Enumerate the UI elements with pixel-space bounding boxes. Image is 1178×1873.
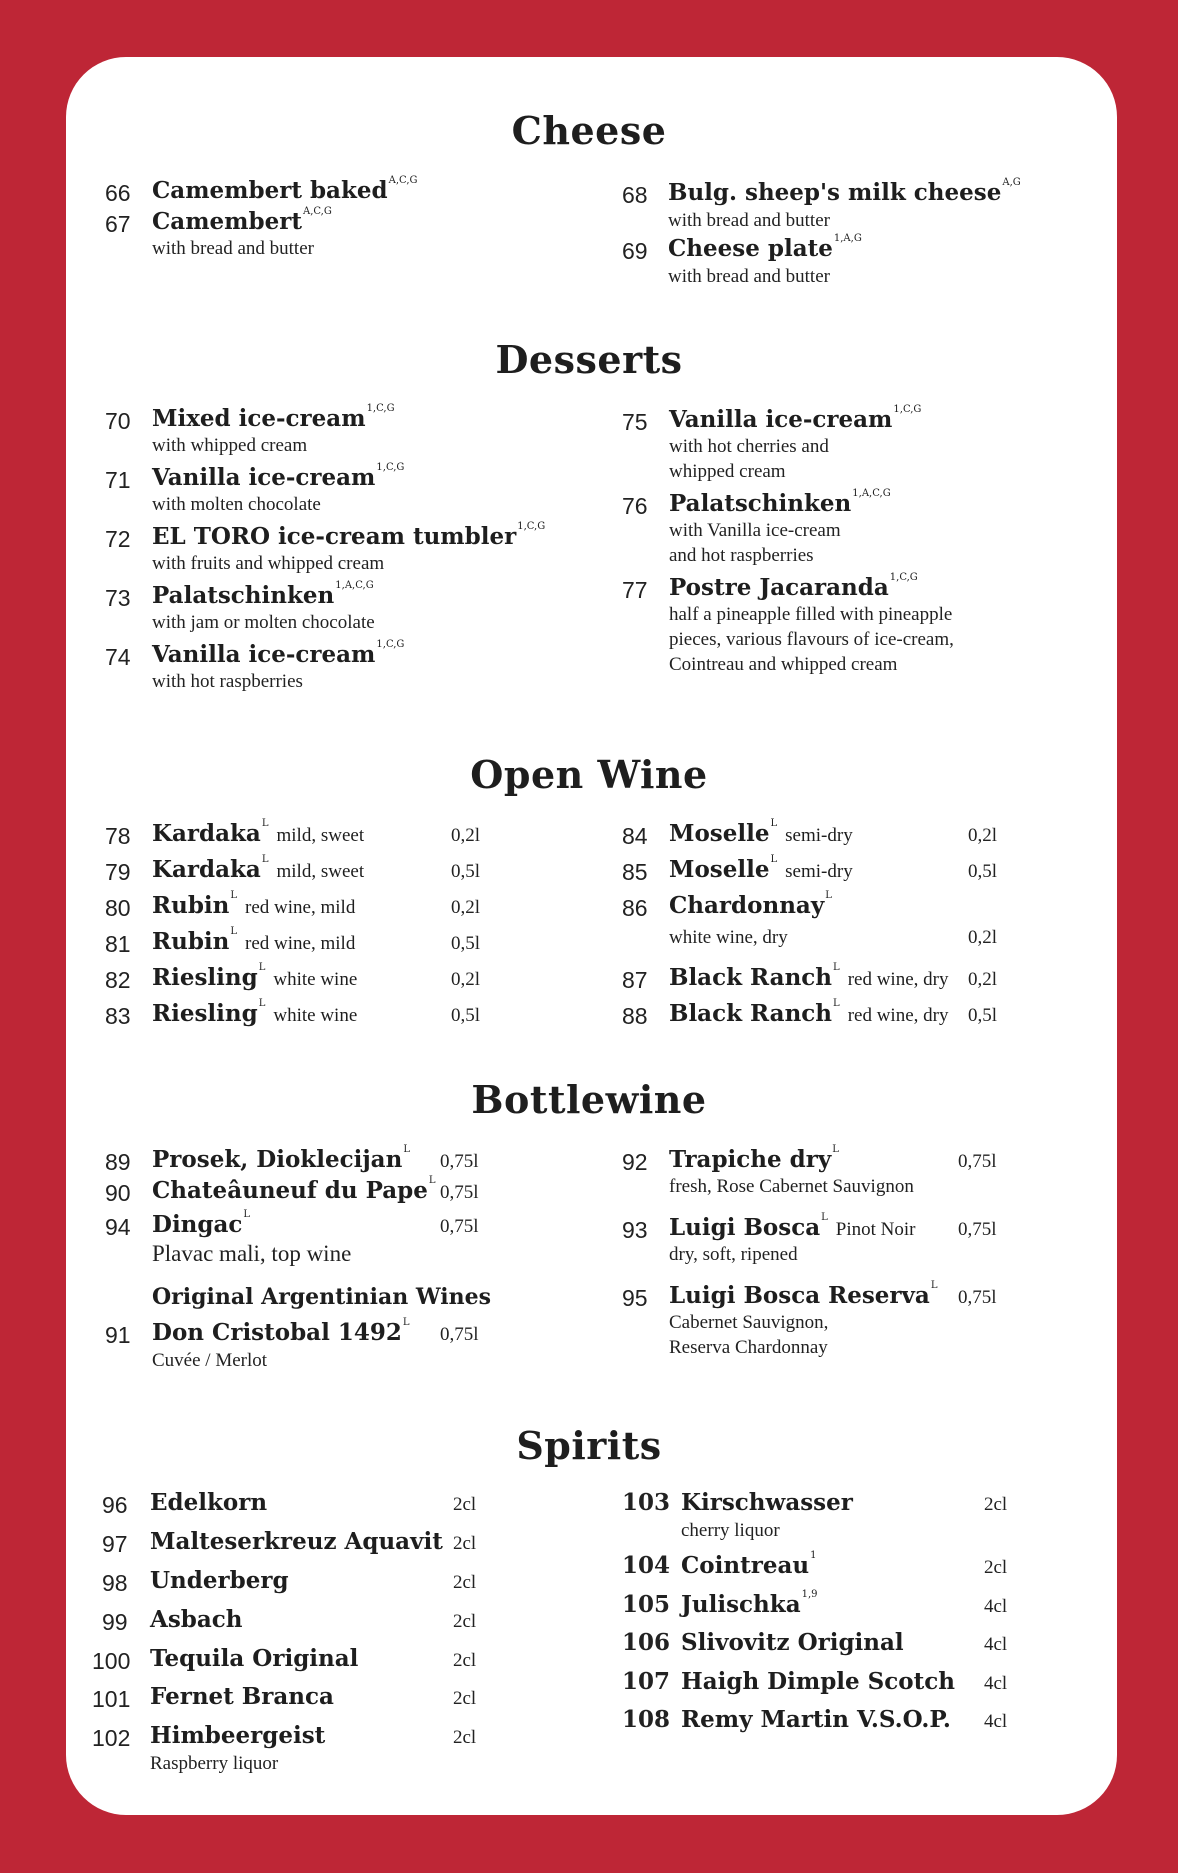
item-name: Chardonnay$^L$ bbox=[669, 890, 832, 919]
item-name: Palatschinken$^{1,A,C,G}$ bbox=[669, 488, 891, 517]
item-name: Black Ranch$^L$ red wine, dry bbox=[669, 998, 949, 1027]
item-number: 89 bbox=[105, 1149, 131, 1175]
item-name: Kardaka$^L$ mild, sweet bbox=[152, 818, 365, 847]
section-title-bottlewine: Bottlewine bbox=[471, 1077, 707, 1122]
item-number: 90 bbox=[105, 1180, 131, 1206]
item-name: Luigi Bosca Reserva$^L$ bbox=[669, 1280, 938, 1309]
item-volume: 4cl bbox=[984, 1634, 1008, 1655]
item-name: Malteserkreuz Aquavit bbox=[150, 1528, 443, 1555]
item-name: Prosek, Dioklecijan$^L$ bbox=[152, 1144, 410, 1173]
item-name: Trapiche dry$^L$ bbox=[669, 1144, 839, 1173]
item-name: Vanilla ice-cream$^{1,C,G}$ bbox=[152, 462, 405, 491]
item-volume: 4cl bbox=[984, 1673, 1008, 1694]
item-description: and hot raspberries bbox=[669, 545, 814, 566]
item-volume: 2cl bbox=[453, 1533, 477, 1554]
item-number: 86 bbox=[622, 895, 648, 921]
item-name: Edelkorn bbox=[150, 1489, 268, 1516]
item-volume: 2cl bbox=[453, 1611, 477, 1632]
item-description: Cuvée / Merlot bbox=[152, 1350, 268, 1371]
item-volume: 0,2l bbox=[451, 969, 481, 990]
item-volume: 0,2l bbox=[968, 927, 998, 948]
item-volume: 0,2l bbox=[968, 825, 998, 846]
item-number: 88 bbox=[622, 1003, 648, 1029]
item-volume: 0,5l bbox=[451, 933, 481, 954]
item-number: 91 bbox=[105, 1322, 131, 1348]
item-name: Haigh Dimple Scotch bbox=[681, 1668, 955, 1695]
item-description: cherry liquor bbox=[681, 1520, 780, 1541]
item-number: 104 bbox=[622, 1552, 671, 1579]
item-number: 75 bbox=[622, 409, 648, 435]
item-volume: 0,75l bbox=[440, 1182, 479, 1203]
item-name: Moselle$^L$ semi-dry bbox=[669, 854, 853, 883]
item-description: with fruits and whipped cream bbox=[152, 553, 385, 574]
item-number: 103 bbox=[622, 1489, 671, 1516]
item-volume: 2cl bbox=[453, 1650, 477, 1671]
item-number: 94 bbox=[105, 1214, 131, 1240]
item-description: Cointreau and whipped cream bbox=[669, 654, 898, 675]
item-volume: 0,75l bbox=[958, 1287, 997, 1308]
item-name: Cointreau$^1$ bbox=[681, 1550, 817, 1579]
item-volume: 0,5l bbox=[451, 1005, 481, 1026]
item-volume: 0,75l bbox=[958, 1219, 997, 1240]
item-volume: 0,75l bbox=[958, 1151, 997, 1172]
item-description: with hot cherries and bbox=[669, 436, 829, 457]
item-description: with bread and butter bbox=[668, 266, 830, 287]
item-number: 95 bbox=[622, 1285, 648, 1311]
item-volume: 0,2l bbox=[451, 825, 481, 846]
item-number: 78 bbox=[105, 823, 131, 849]
item-number: 82 bbox=[105, 967, 131, 993]
item-name: Remy Martin V.S.O.P. bbox=[681, 1706, 951, 1733]
item-volume: 0,75l bbox=[440, 1216, 479, 1237]
item-number: 99 bbox=[102, 1609, 128, 1635]
section-title-open-wine: Open Wine bbox=[470, 752, 708, 797]
item-volume: 2cl bbox=[453, 1494, 477, 1515]
item-volume: 2cl bbox=[984, 1557, 1008, 1578]
item-name: Vanilla ice-cream$^{1,C,G}$ bbox=[669, 404, 922, 433]
item-name: Dingac$^L$ bbox=[152, 1209, 251, 1238]
item-number: 98 bbox=[102, 1570, 128, 1596]
item-description: Cabernet Sauvignon, bbox=[669, 1312, 829, 1333]
item-number: 101 bbox=[92, 1686, 131, 1712]
item-name: Don Cristobal $1492^L$ bbox=[152, 1317, 410, 1346]
item-name: Slivovitz Original bbox=[681, 1629, 904, 1656]
item-name: Tequila Original bbox=[150, 1645, 359, 1672]
item-name: Mixed ice-cream$^{1,C,G}$ bbox=[152, 403, 395, 432]
item-description: with whipped cream bbox=[152, 435, 308, 456]
item-number: 73 bbox=[105, 585, 131, 611]
item-number: 74 bbox=[105, 644, 131, 670]
item-number: 80 bbox=[105, 895, 131, 921]
item-name: Riesling$^L$ white wine bbox=[152, 998, 358, 1027]
section-title-spirits: Spirits bbox=[516, 1423, 662, 1468]
item-name: Palatschinken$^{1,A,C,G}$ bbox=[152, 580, 374, 609]
item-name: EL TORO ice-cream tumbler$^{1,C,G}$ bbox=[152, 521, 546, 550]
item-number: 83 bbox=[105, 1003, 131, 1029]
item-number: 69 bbox=[622, 238, 648, 264]
item-name: Postre Jacaranda$^{1,C,G}$ bbox=[669, 572, 918, 601]
item-description: with Vanilla ice-cream bbox=[669, 520, 841, 541]
item-name: Himbeergeist bbox=[150, 1722, 326, 1749]
item-number: 102 bbox=[92, 1725, 131, 1751]
item-name: Fernet Branca bbox=[150, 1683, 334, 1710]
item-volume: 2cl bbox=[453, 1572, 477, 1593]
item-name: Kirschwasser bbox=[681, 1489, 853, 1516]
item-description: fresh, Rose Cabernet Sauvignon bbox=[669, 1176, 914, 1197]
item-number: 70 bbox=[105, 408, 131, 434]
item-number: 100 bbox=[92, 1648, 131, 1674]
item-name: Underberg bbox=[150, 1567, 289, 1594]
item-number: 85 bbox=[622, 859, 648, 885]
item-number: 96 bbox=[102, 1492, 128, 1518]
section-title-cheese: Cheese bbox=[511, 108, 667, 153]
item-number: 66 bbox=[105, 180, 131, 206]
item-name: Chateâuneuf du Pape$^L$ bbox=[152, 1175, 436, 1204]
item-name: Camembert baked$^{A,C,G}$ bbox=[152, 175, 418, 204]
item-description: with jam or molten chocolate bbox=[152, 612, 375, 633]
item-number: 92 bbox=[622, 1149, 648, 1175]
item-description: with molten chocolate bbox=[152, 494, 321, 515]
item-number: 106 bbox=[622, 1629, 671, 1656]
item-description: pieces, various flavours of ice-cream, bbox=[669, 629, 954, 650]
item-name: Asbach bbox=[150, 1606, 243, 1633]
item-name: Rubin$^L$ red wine, mild bbox=[152, 926, 356, 955]
item-volume: 2cl bbox=[453, 1688, 477, 1709]
item-number: 87 bbox=[622, 967, 648, 993]
item-number: 72 bbox=[105, 526, 131, 552]
item-name: Moselle$^L$ semi-dry bbox=[669, 818, 853, 847]
item-number: 79 bbox=[105, 859, 131, 885]
item-number: 68 bbox=[622, 182, 648, 208]
item-volume: 0,2l bbox=[451, 897, 481, 918]
section-title-desserts: Desserts bbox=[495, 337, 683, 382]
item-name: Julischka$^{1,9}$ bbox=[681, 1589, 818, 1618]
item-description: Plavac mali, top wine bbox=[152, 1241, 352, 1266]
item-number: 108 bbox=[622, 1706, 671, 1733]
item-volume: 0,2l bbox=[968, 969, 998, 990]
item-description: with bread and butter bbox=[668, 210, 830, 231]
item-volume: 4cl bbox=[984, 1711, 1008, 1732]
item-volume: 2cl bbox=[984, 1494, 1008, 1515]
item-name: Black Ranch$^L$ red wine, dry bbox=[669, 962, 949, 991]
item-description: half a pineapple filled with pineapple bbox=[669, 604, 953, 625]
item-description: dry, soft, ripened bbox=[669, 1244, 798, 1265]
item-volume: 0,5l bbox=[968, 861, 998, 882]
item-name: Cheese plate$^{1,A,G}$ bbox=[668, 233, 862, 262]
item-volume: 0,75l bbox=[440, 1151, 479, 1172]
item-description: with bread and butter bbox=[152, 238, 314, 259]
item-volume: 0,5l bbox=[451, 861, 481, 882]
item-volume: 2cl bbox=[453, 1727, 477, 1748]
item-name: Bulg. sheep's milk cheese$^{A,G}$ bbox=[668, 177, 1021, 206]
item-description: whipped cream bbox=[669, 461, 786, 482]
item-number: 105 bbox=[622, 1591, 671, 1618]
item-volume: 0,75l bbox=[440, 1324, 479, 1345]
subheading-argentinian-wines: Original Argentinian Wines bbox=[152, 1284, 491, 1310]
item-description: white wine, dry bbox=[669, 927, 788, 948]
item-number: 84 bbox=[622, 823, 648, 849]
item-description: Reserva Chardonnay bbox=[669, 1337, 828, 1358]
item-volume: 0,5l bbox=[968, 1005, 998, 1026]
item-name: Riesling$^L$ white wine bbox=[152, 962, 358, 991]
item-number: 81 bbox=[105, 931, 131, 957]
item-number: 93 bbox=[622, 1217, 648, 1243]
item-description: Raspberry liquor bbox=[150, 1753, 279, 1774]
item-name: Rubin$^L$ red wine, mild bbox=[152, 890, 356, 919]
item-number: 67 bbox=[105, 211, 131, 237]
item-number: 97 bbox=[102, 1531, 128, 1557]
item-name: Vanilla ice-cream$^{1,C,G}$ bbox=[152, 639, 405, 668]
item-number: 71 bbox=[105, 467, 131, 493]
item-name: Luigi Bosca$^L$ Pinot Noir bbox=[669, 1212, 916, 1241]
item-name: Kardaka$^L$ mild, sweet bbox=[152, 854, 365, 883]
item-number: 77 bbox=[622, 577, 648, 603]
item-name: Camembert$^{A,C,G}$ bbox=[152, 206, 332, 235]
item-volume: 4cl bbox=[984, 1596, 1008, 1617]
item-number: 107 bbox=[622, 1668, 671, 1695]
item-number: 76 bbox=[622, 493, 648, 519]
item-description: with hot raspberries bbox=[152, 671, 303, 692]
